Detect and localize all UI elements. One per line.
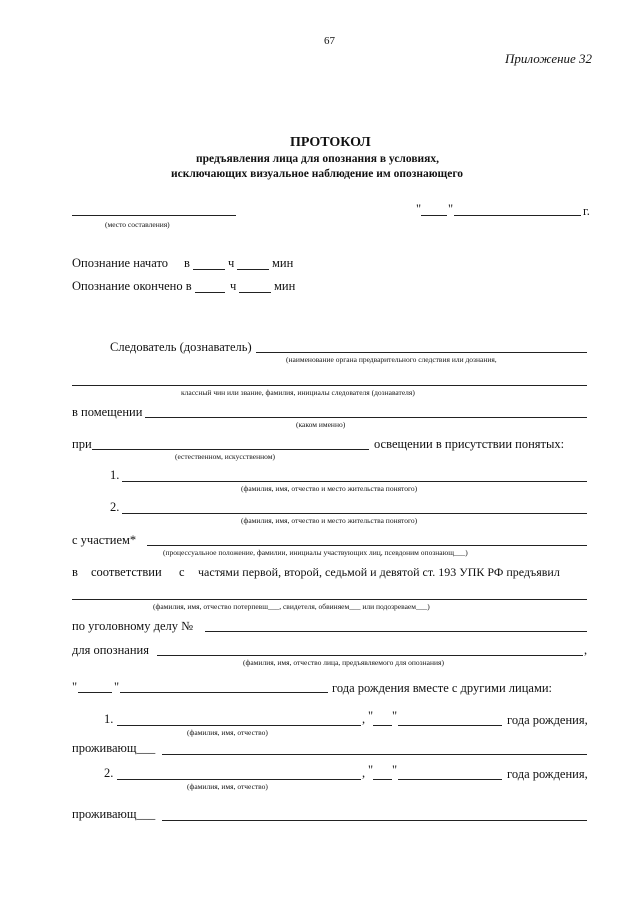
witness-1-field[interactable] <box>122 481 587 482</box>
ended-minutes-label: мин <box>274 279 296 293</box>
person-2-day-field[interactable] <box>373 779 392 780</box>
accordance-hint: (фамилия, имя, отчество потерпевш___, свидетеля, обвиняем___ или подозреваем___) <box>153 602 430 611</box>
year-suffix: г. <box>583 204 590 218</box>
person-1-quote-open: " <box>368 709 374 723</box>
case-number-field[interactable] <box>205 631 587 632</box>
lighting-prefix: при <box>72 437 92 451</box>
accordance-word-1: в <box>72 565 78 579</box>
person-1-number: 1. <box>104 712 114 726</box>
birth-quote-close: " <box>114 680 120 694</box>
identification-label: для опознания <box>72 643 149 657</box>
started-minutes-label: мин <box>272 256 294 270</box>
case-label: по уголовному делу № <box>72 619 194 633</box>
person-1-residence-field[interactable] <box>162 754 587 755</box>
ended-minutes-field[interactable] <box>239 292 271 293</box>
lighting-hint: (естественном, искусственном) <box>175 452 275 461</box>
person-2-hint: (фамилия, имя, отчество) <box>187 782 268 791</box>
witness-1-number: 1. <box>110 468 120 482</box>
witness-2-field[interactable] <box>122 513 587 514</box>
ended-hours-field[interactable] <box>195 292 225 293</box>
started-hours-label: ч <box>228 256 235 270</box>
investigator-field-2[interactable] <box>72 385 587 386</box>
lighting-field[interactable] <box>92 449 369 450</box>
date-day-field[interactable] <box>421 215 447 216</box>
witness-2-number: 2. <box>110 500 120 514</box>
person-1-quote-close: " <box>392 709 398 723</box>
date-quote-close: " <box>448 202 454 216</box>
person-2-number: 2. <box>104 766 114 780</box>
date-quote-open: " <box>416 202 422 216</box>
person-1-name-field[interactable] <box>117 725 361 726</box>
birth-text: года рождения вместе с другими лицами: <box>332 681 553 695</box>
place-field[interactable] <box>72 215 236 216</box>
accordance-text: частями первой, второй, седьмой и девятой ст. 193 УПК РФ предъявил <box>198 565 560 579</box>
person-2-birth-label: года рождения, <box>507 767 588 781</box>
ended-hours-label: ч <box>230 279 237 293</box>
room-field[interactable] <box>145 417 587 418</box>
investigator-label: Следователь (дознаватель) <box>110 340 252 354</box>
accordance-word-3: с <box>179 565 185 579</box>
document-title: ПРОТОКОЛ <box>290 135 371 150</box>
person-1-day-field[interactable] <box>373 725 392 726</box>
birth-day-field[interactable] <box>78 692 112 693</box>
started-label: Опознание начато <box>72 256 168 270</box>
date-month-year-field[interactable] <box>454 215 581 216</box>
identification-field[interactable] <box>157 655 583 656</box>
appendix-label: Приложение 32 <box>505 51 593 66</box>
started-in: в <box>184 256 190 270</box>
person-2-residence-field[interactable] <box>162 820 587 821</box>
accordance-word-2: соответствии <box>91 565 162 579</box>
investigator-hint-1: (наименование органа предварительного следствия или дознания, <box>286 355 497 364</box>
witness-1-hint: (фамилия, имя, отчество и место жительства понятого) <box>241 484 418 493</box>
witness-2-hint: (фамилия, имя, отчество и место жительства понятого) <box>241 516 418 525</box>
accordance-field[interactable] <box>72 599 587 600</box>
person-1-birth-label: года рождения, <box>507 713 588 727</box>
document-subtitle-line-2: исключающих визуальное наблюдение им опознающего <box>171 168 464 180</box>
person-2-quote-open: " <box>368 763 374 777</box>
person-1-comma: , <box>362 712 366 726</box>
started-hours-field[interactable] <box>193 269 225 270</box>
page-number: 67 <box>324 35 335 47</box>
identification-comma: , <box>584 643 588 657</box>
ended-label: Опознание окончено в <box>72 279 192 293</box>
participation-hint: (процессуальное положение, фамилии, инициалы участвующих лиц, псевдоним опознающ___) <box>163 548 468 557</box>
birth-quote-open: " <box>72 680 78 694</box>
person-1-month-year-field[interactable] <box>398 725 502 726</box>
room-hint: (каком именно) <box>296 420 346 429</box>
person-2-month-year-field[interactable] <box>398 779 502 780</box>
person-1-residing-label: проживающ___ <box>72 741 156 755</box>
document-subtitle-line-1: предъявления лица для опознания в условиях, <box>196 153 440 165</box>
investigator-hint-2: классный чин или звание, фамилия, инициалы следователя (дознавателя) <box>181 388 415 397</box>
person-2-quote-close: " <box>392 763 398 777</box>
room-label: в помещении <box>72 405 143 419</box>
started-minutes-field[interactable] <box>237 269 269 270</box>
person-2-residing-label: проживающ___ <box>72 807 156 821</box>
lighting-suffix: освещении в присутствии понятых: <box>374 437 565 451</box>
participation-field[interactable] <box>147 545 587 546</box>
person-2-name-field[interactable] <box>117 779 361 780</box>
participation-label: с участием* <box>72 533 137 547</box>
person-2-comma: , <box>362 766 366 780</box>
identification-hint: (фамилия, имя, отчество лица, предъявляемого для опознания) <box>243 658 444 667</box>
person-1-hint: (фамилия, имя, отчество) <box>187 728 268 737</box>
investigator-field[interactable] <box>256 352 587 353</box>
birth-month-year-field[interactable] <box>120 692 328 693</box>
place-hint: (место составления) <box>105 220 170 229</box>
